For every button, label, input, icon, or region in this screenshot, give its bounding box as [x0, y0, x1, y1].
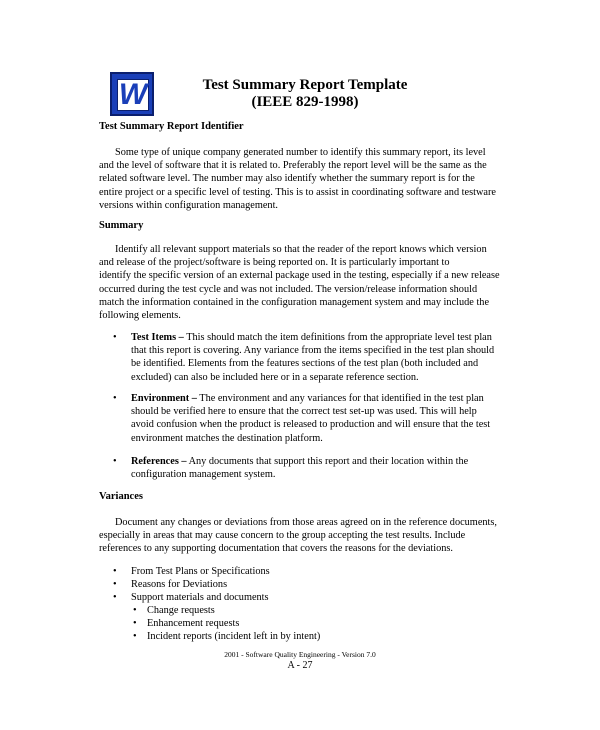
bullet-term: References – — [131, 456, 187, 467]
paragraph-summary — [99, 243, 499, 322]
text-line: configuration management system. — [131, 469, 276, 481]
text-line: related software level. The number may also identify whether the summary report is for the — [99, 173, 475, 185]
heading-identifier: Test Summary Report Identifier — [99, 121, 244, 132]
text-line: and the level of software that it is related to. Preferably the report level will be the same as the — [99, 160, 487, 172]
bullet-glyph: • — [113, 393, 117, 404]
bullet-references — [131, 455, 501, 481]
variance-item: Support materials and documents — [131, 592, 269, 603]
bullet-glyph: • — [133, 631, 137, 642]
paragraph-variances — [99, 516, 499, 556]
bullet-glyph: • — [113, 456, 117, 467]
text-line: references to any supporting documentation that covers the reasons for the deviations. — [99, 543, 453, 555]
bullet-glyph: • — [113, 332, 117, 343]
text-line: The environment and any variances for that identified in the test plan — [196, 393, 484, 404]
bullet-test-items — [131, 331, 501, 384]
bullet-glyph: • — [113, 579, 117, 590]
text-line: should be verified here to ensure that the correct test set-up was used. This will help — [131, 406, 477, 418]
bullet-glyph: • — [113, 566, 117, 577]
bullet-glyph: • — [133, 605, 137, 616]
text-line: entire project or a specific level of testing. This is to assist in coordinating software and testware — [99, 186, 496, 198]
text-line: be identified. Elements from the features sections of the test plan (both included and — [131, 358, 479, 370]
text-line: match the information contained in the configuration management system and may include the — [99, 296, 490, 308]
text-line: and release of the project/software is being reported on. It is particularly important to — [99, 257, 450, 269]
variance-sub-item: Change requests — [147, 605, 215, 616]
text-line: avoid confusion when the product is released to production and will ensure that the test — [131, 419, 491, 431]
variance-sub-item: Incident reports (incident left in by intent) — [147, 631, 321, 642]
word-icon-letter: W — [118, 78, 148, 111]
variance-item: Reasons for Deviations — [131, 579, 228, 590]
text-line: occurred during the test cycle and was not included. The version/release information should — [99, 283, 478, 295]
word-document-icon — [110, 72, 154, 116]
bullet-environment — [131, 392, 501, 445]
text-line: Some type of unique company generated number to identify this summary report, its level — [115, 147, 486, 158]
text-line: versions within configuration management. — [99, 199, 279, 211]
text-line: Document any changes or deviations from those areas agreed on in the reference documents, — [115, 517, 497, 528]
bullet-term: Test Items – — [131, 332, 184, 343]
bullet-glyph: • — [133, 618, 137, 629]
text-line: Identify all relevant support materials so that the reader of the report knows which version — [115, 244, 487, 255]
document-title: Test Summary Report Template — [202, 77, 408, 93]
variance-sub-item: Enhancement requests — [147, 618, 240, 629]
bullet-term: Environment – — [131, 393, 197, 404]
page-footer: 2001 - Software Quality Engineering - Version 7.0 — [224, 650, 376, 659]
text-line: especially in areas that may cause concern to the group accepting the test results. Include — [99, 530, 466, 542]
bullet-glyph: • — [113, 592, 117, 603]
document-subtitle: (IEEE 829-1998) — [251, 94, 359, 110]
text-line: following elements. — [99, 310, 181, 322]
heading-summary: Summary — [99, 220, 144, 231]
text-line: that this report is covering. Any variance from the items specified in the test plan should — [131, 345, 495, 357]
text-line: excluded) can also be included here or in a separate reference section. — [131, 371, 419, 383]
page-number: A - 27 — [287, 660, 313, 671]
heading-variances: Variances — [99, 491, 143, 502]
paragraph-identifier — [99, 146, 499, 212]
variance-item: From Test Plans or Specifications — [131, 566, 270, 577]
text-line: identify the specific version of an external package used in the testing, especially if a new release — [99, 270, 500, 282]
text-line: Any documents that support this report and their location within the — [186, 456, 469, 467]
text-line: environment matches the destination platform. — [131, 432, 323, 444]
text-line: This should match the item definitions from the appropriate level test plan — [183, 332, 492, 343]
